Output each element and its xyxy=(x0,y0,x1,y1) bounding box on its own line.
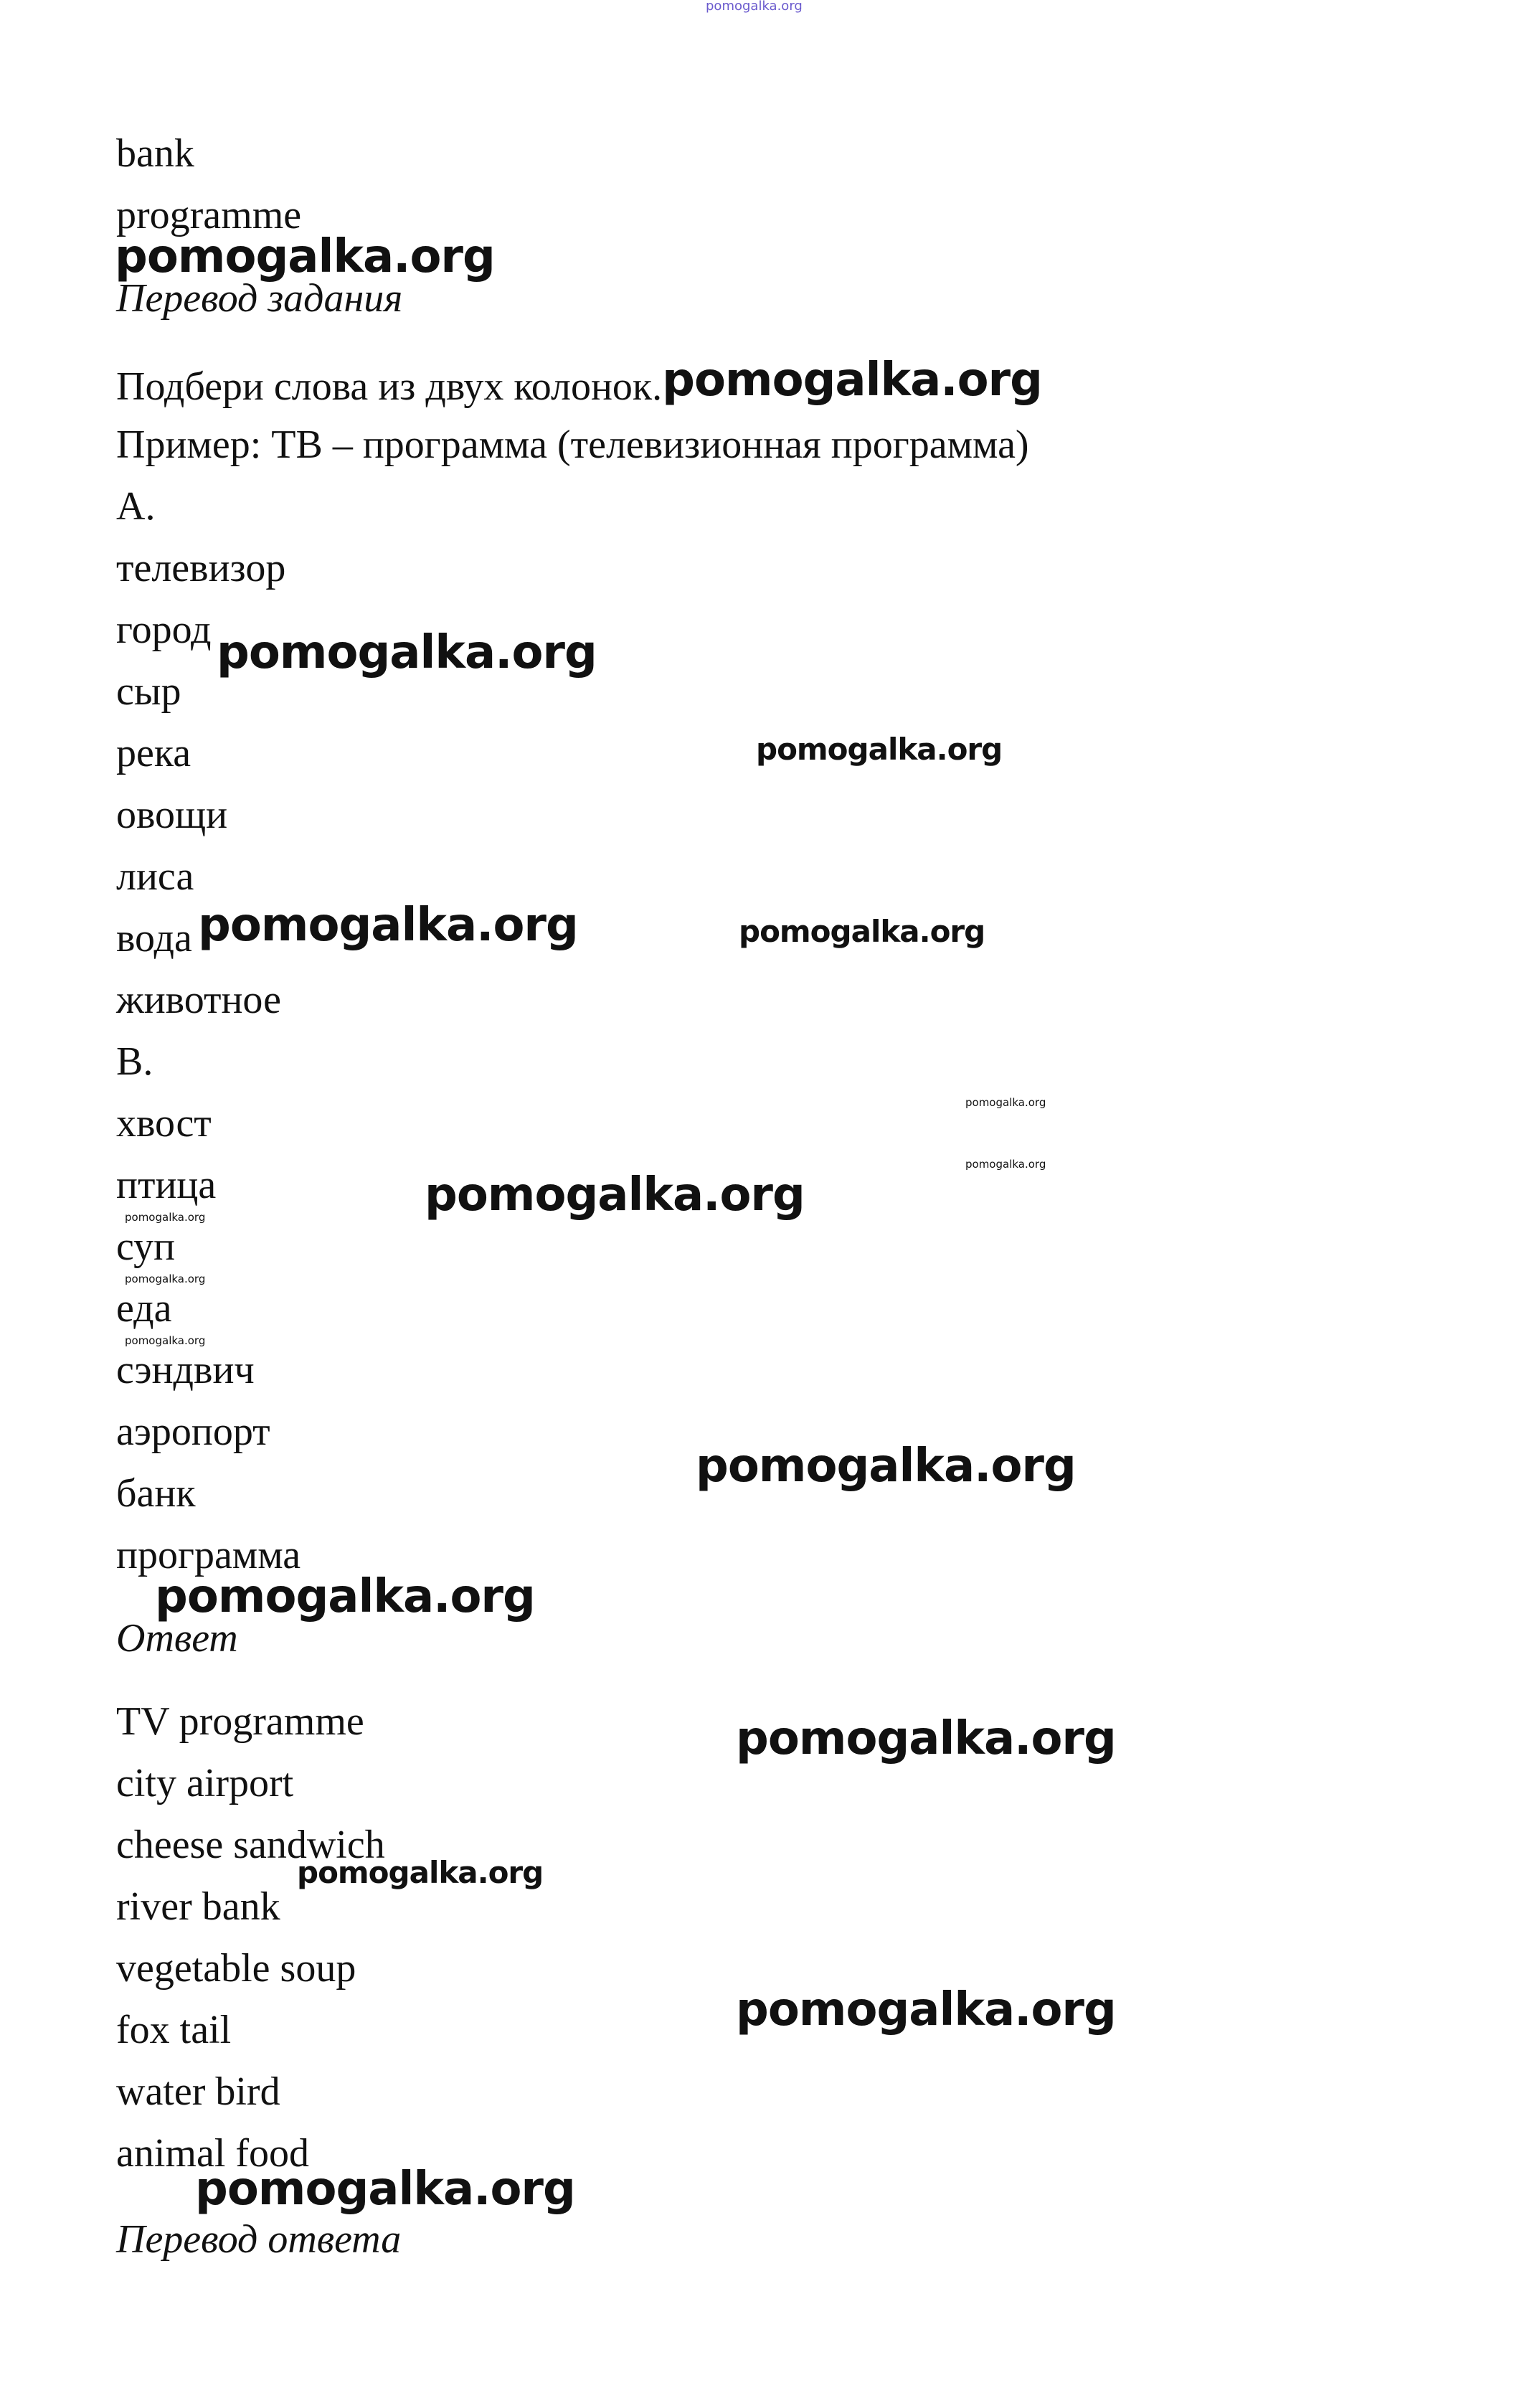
column-a-item: город xyxy=(116,608,212,652)
column-b-item: программа xyxy=(116,1533,301,1577)
answer-translation-heading: Перевод ответа xyxy=(116,2217,402,2262)
example-text: Пример: ТВ – программа (телевизионная программа) xyxy=(116,422,1029,467)
watermark: pomogalka.org xyxy=(198,899,578,952)
column-b-item: банк xyxy=(116,1471,196,1516)
watermark: pomogalka.org xyxy=(217,626,597,679)
watermark: pomogalka.org xyxy=(155,1570,535,1623)
watermark: pomogalka.org xyxy=(115,230,495,283)
translation-heading: Перевод задания xyxy=(116,276,403,321)
column-a-item: животное xyxy=(116,978,281,1022)
word-line: bank xyxy=(116,131,194,176)
watermark: pomogalka.org xyxy=(736,1712,1116,1765)
column-a-item: овощи xyxy=(116,793,228,837)
column-b-item: еда xyxy=(116,1286,172,1331)
column-a-label: А. xyxy=(116,484,156,529)
answer-item: fox tail xyxy=(116,2008,232,2052)
answer-item: vegetable soup xyxy=(116,1946,356,1991)
watermark: pomogalka.org xyxy=(965,1096,1046,1109)
word-line: programme xyxy=(116,193,302,237)
column-a-item: лиса xyxy=(116,854,194,899)
answer-item: animal food xyxy=(116,2131,310,2176)
column-a-item: телевизор xyxy=(116,546,286,590)
watermark: pomogalka.org xyxy=(739,914,985,949)
answer-heading: Ответ xyxy=(116,1616,238,1661)
watermark: pomogalka.org xyxy=(736,1983,1116,2036)
column-a-item: сыр xyxy=(116,669,181,714)
watermark: pomogalka.org xyxy=(125,1211,206,1224)
column-b-item: аэропорт xyxy=(116,1410,270,1454)
watermark: pomogalka.org xyxy=(965,1158,1046,1171)
column-b-item: суп xyxy=(116,1224,176,1269)
watermark: pomogalka.org xyxy=(297,1855,544,1890)
watermark: pomogalka.org xyxy=(756,732,1003,767)
answer-item: water bird xyxy=(116,2069,280,2114)
column-b-item: птица xyxy=(116,1163,217,1207)
watermark-top: pomogalka.org xyxy=(706,0,803,14)
column-b-item: хвост xyxy=(116,1101,212,1146)
answer-item: cheese sandwich xyxy=(116,1823,385,1867)
watermark: pomogalka.org xyxy=(696,1440,1076,1493)
column-b-label: В. xyxy=(116,1039,153,1084)
answer-item: TV programme xyxy=(116,1699,364,1744)
watermark: pomogalka.org xyxy=(195,2163,575,2216)
column-a-item: вода xyxy=(116,916,192,960)
watermark: pomogalka.org xyxy=(662,354,1042,407)
watermark: pomogalka.org xyxy=(125,1273,206,1285)
watermark: pomogalka.org xyxy=(125,1334,206,1347)
column-a-item: река xyxy=(116,731,191,775)
answer-item: river bank xyxy=(116,1884,280,1929)
column-b-item: сэндвич xyxy=(116,1348,255,1392)
answer-item: city airport xyxy=(116,1761,294,1805)
watermark: pomogalka.org xyxy=(425,1168,805,1222)
instruction-text: Подбери слова из двух колонок.pomogalka.org xyxy=(116,354,1042,409)
